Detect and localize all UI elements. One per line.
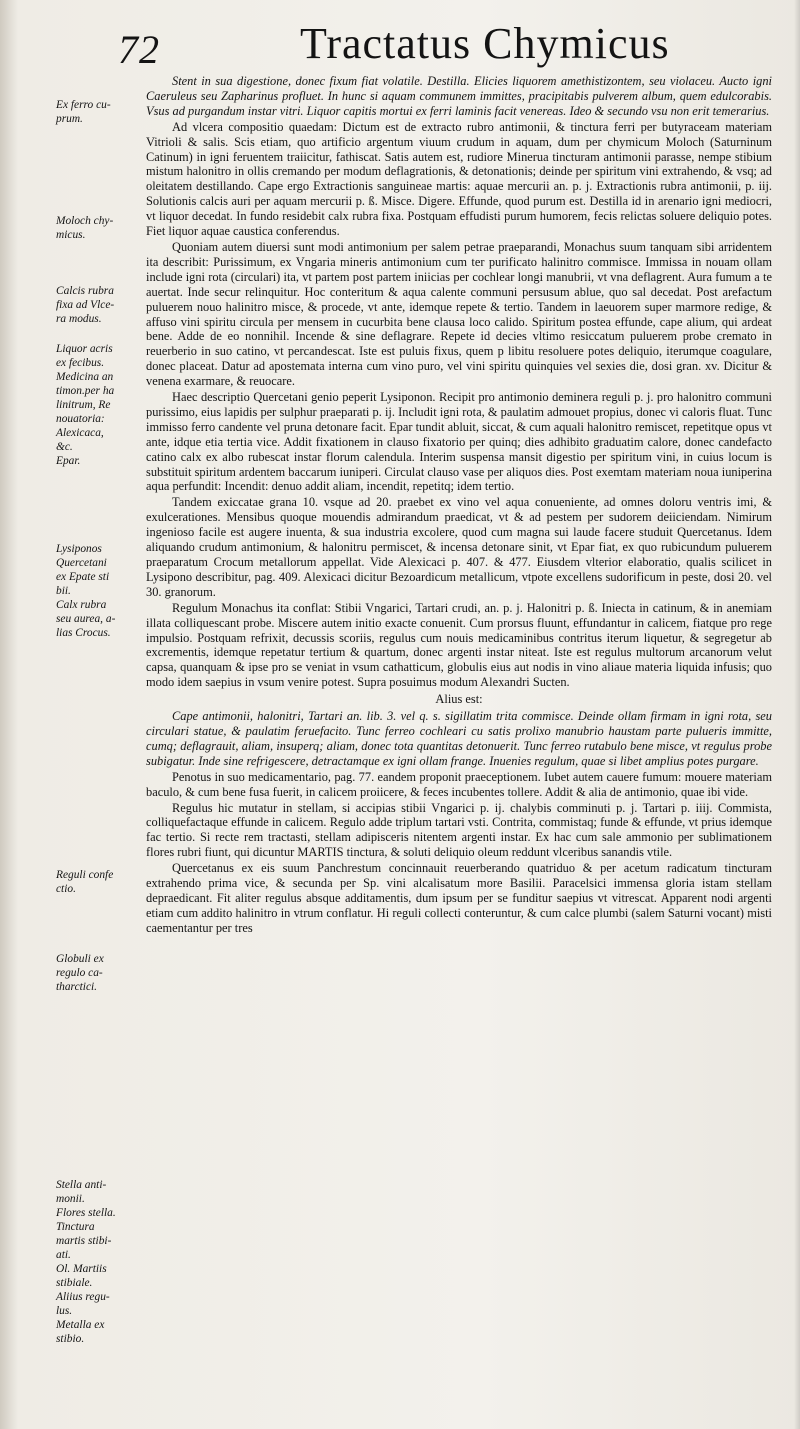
margin-note: Ex ferro cu- prum. <box>56 99 111 125</box>
margin-note: Lysiponos Quercetani ex Epate sti bii. Calx rubra seu aurea, a- lias Crocus. <box>56 543 116 639</box>
margin-notes <box>56 94 144 1414</box>
margin-note: Globuli ex regulo ca- tharctici. <box>56 953 104 993</box>
margin-note: Liquor acris ex fecibus. Medicina an timon.per ha linitrum, Re nouatoria: Alexicaca, &c. Epar. <box>56 343 115 467</box>
paragraph: Quoniam autem diuersi sunt modi antimonium per salem petrae praeparandi, Monachus suum tanquam sibi arridentem ita describit: Purissimum, ex Vngaria mineris antimonium cum ter purificato halinitro commisce. Immissa in nouam ollam include igni rota (circulari) ita, vt partem post partem iniicias per cochlear longi manubrii, vt vna deflagrent. Aura fumum a te auertat. Inde secur relinquitur. Hoc conteritum & aqua calente communi persusum ablue, quo sal decedat. Post arefactum puluerem nouo halinitro misce, & procede, vt ante, idemque repete & tertio. Tandem in laeuorem super marmore redige, & affuso vini spiritu circula per mensem in cucurbita bene clausa loco calido. Spiritum postea effunde, cape alium, qui ardeat bene. Adde de eo nonnihil. Incende & sine deflagrare. Repete id decies vltimo resiccatum puluerem probe cremato in reuerberio in suo catino, vt percandescat. Iste est puluis fixus, quem p libitu resoluere potes deliquio, iterumque coagulare, donec placeat. Datur ad apostemata interna cum vino puro, vel vini spiritu quinquies vel sexies die, dosi gran. xv. Dicitur & venena exarmare, & reuocare. <box>146 239 772 389</box>
paragraph: Penotus in suo medicamentario, pag. 77. eandem proponit praeceptionem. Iubet autem cauere fumum: mouere materiam baculo, & cum bene fusa fuerit, in calicem proiicere, & feces incubentes tollere. Addit & alia de antimonio, quae ibi vide. <box>146 769 772 799</box>
body-text <box>146 74 772 1424</box>
margin-note: Reguli confe ctio. <box>56 869 114 895</box>
paragraph: Haec descriptio Quercetani genio peperit Lysiponon. Recipit pro antimonio deminera reguli p. j. pro halonitro communi purissimo, eius lapidis per sulphur praeparati p. ij. Includit igni rota, & paulatim admouet propius, donec vi caloris fluat. Tunc immisso ferro candente vel pruna detonare facit. Epar tundit abluit, siccat, & cum aquali halonitro remiscet, repetitque opus vt ante, idque etia tertia vice. Addit fixationem in clauso fixatorio per quinq; dies adhibito graduatim calore, donec candefacto catino calx ex albo rubescat instar florum calendula. Interim suspensa mansit digestio per spiritum vini, in cuius locum is substituit spiritum ardentem baccarum iuniperi. Circulat clauso vase per aliquos dies. Post exemtam materiam noua iuniperina aqua perfundit: Incendit: denuo addit aliam, incendit, repetitq; idem tertio. <box>146 390 772 494</box>
page-edge-shadow <box>794 0 800 1429</box>
paragraph: Tandem exiccatae grana 10. vsque ad 20. praebet ex vino vel aqua conueniente, ad omnes doloru ventris imi, & exulcerationes. Mensibus quoque mouendis admirandum praedicat, vt & ad pestem per sudorem deiiciendam. Nimirum ingenioso facile est augere inuenta, & sua industria excolere, quod cum magna sui laude facere studuit Quercetanus. Idem aliquando crudum antimonium, & halonitru permiscet, & incensa detonare sinit, vt Epar fiat, ex quo rubicundum puluerem praeparatum Crocum metallorum appellat. Vide Alexicaci p. 407. & 477. Eiusdem vlterior elaboratio, qualis scilicet in Lysipono describitur, pag. 409. Alexicaci dicitur Bezoardicum metallicum, vtpote excellens sudorificum in peste, dosi 20. vel 30. granorum. <box>146 495 772 599</box>
margin-note: Calcis rubra fixa ad Vlce- ra modus. <box>56 285 115 325</box>
paragraph: Ad vlcera compositio quaedam: Dictum est de extracto rubro antimonii, & tinctura ferri per butyraceam materiam Vitrioli & salis. Scis etiam, quo artificio argentum viuum crudum in aquam, dum per chymicum Moloch (Saturninum Catinum) in igni feruentem traiicitur, fathiscat. Satis autem est, rudiore Mineruа tincturam antimonii parasse, nempe stibium mistum halonitro in ollis cremando per modum deflagrationis, & detonationis; deinde per spiritum vini extrahendo, & vsq; ad oleitatem destillando. Cape ergo Extractionis sanguineae martis: aquae mercurii an. p. j. Extractionis rubra antimonii, p. iij. Solutionis calcis auri per aquam mercurii p. ß. Misce. Digere. Effunde, quod purum est. Destilla id in arenario igni mediocri, vt liquor decedat. In fundo residebit calx rubra fixa. Postquam effudisti purum humorem, fecis relictas soluere deliquio potes. Fiet liquor aquae caustica conferendus. <box>146 119 772 239</box>
paragraph: Cape antimonii, halonitri, Tartari an. lib. 3. vel q. s. sigillatim trita commisce. Deinde ollam firmam in igni rota, seu circulari statue, & paulatim feruefacito. Tunc ferreo cochleari cu satis prolixo manubrio haustam parte pulueris immitte, cumq; deflagrauit, aliam, insuperq; aliam, donec tota quantitas detonuerit. Tunc ferreo rutabulo bene misce, vt regulus probe subigatur. Inde sine refrigescere, detractamque ex igni ollam frange. Inuenies regulum, quae si libet amplius potes purgare. <box>146 709 772 768</box>
margin-note: Stella anti- monii. Flores stella. Tinctura martis stibi- ati. Ol. Martiis stibiale. Aliius regu- lus. Metalla ex stibio. <box>56 1179 116 1345</box>
paragraph: Regulus hic mutatur in stellam, si accipias stibii Vngarici p. ij. chalybis comminuti p. j. Tartari p. iiij. Commista, colliquefactaque effunde in calicem. Regulo adde triplum tartari vsti. Contrita, commistaq; funde & effunde, vt prius idemque fac tertio. Si recte rem tractasti, stellam adipisceris nitentem argenti instar. Ex hac cum sale ammonio per sublimationem flores rubri fiunt, qui dicuntur MARTIS tinctura, & soluti deliquio oleum reddunt vlceribus sanandis vtile. <box>146 800 772 860</box>
page-number: 72 <box>118 27 160 72</box>
running-title: Tractatus Chymicus <box>300 19 670 68</box>
paragraph: Quercetanus ex eis suum Panchrestum concinnauit reuerberando quatriduo & per acetum radicatum tincturam extrahendo prima vice, & secunda per Sp. vini alcalisatum more Basilii. Paracelsici immensa gloria istam stellam depraedicant. Fit aliter regulus absque additamentis, dum ipsum per se funditur saepius vt vitrescat. Apparent nodi argenti etiam cum addito halinitro in vtrum conflatur. Hi reguli collecti conteruntur, & cum calce plumbi (salem Saturni vocant) misti caementantur per tres <box>146 861 772 935</box>
paragraph: Regulum Monachus ita conflat: Stibii Vngarici, Tartari crudi, an. p. j. Halonitri p. ß. Iniecta in catinum, & in anemiam illata colliquescant probe. Miscere autem initio exacte conuenit. Cum prorsus fluunt, effundantur in calicem, fiatque pro rege impulsio. Postquam refrixit, decussis scoriis, regulus cum nouis medicaminibus contritus iterum liquetur, & segregetur ab excrementis, idemque repetatur tertium & quartum, donec argenti instar niteat. Iste est regulus multorum arcanorum velut capsa, quanquam & ipse pro se veniat in vsum cathatticum, globulis eius aut nodis in vino aliaue materia liquida infusis; quo modo idem saepius in vsum venire potest. Supra posuimus modum Alexandri Sucten. <box>146 600 772 690</box>
section-heading: Alius est: <box>435 692 483 707</box>
paragraph: Stent in sua digestione, donec fixum fiat volatile. Destilla. Elicies liquorem amethistizontem, seu violaceu. Aucto igni Caeruleus seu Zapharinus profluet. In hunc si aquam communem immittes, pracipitabis pulverem album, quem edulcorabis. Vsus ad purgandum instar vitri. Liquor capitis mortui ex ferri laminis facit venereas. Ideo & secundo vsu non erit temerarius. <box>146 74 772 118</box>
margin-note: Moloch chy- micus. <box>56 215 114 241</box>
